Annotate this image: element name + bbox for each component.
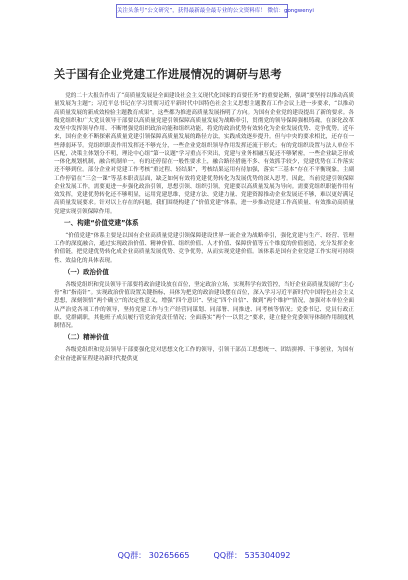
qq-group-1-label: QQ群： <box>117 550 147 560</box>
qq-group-2 <box>213 550 290 561</box>
qq-group-1 <box>118 550 190 561</box>
intro-paragraph: 党的二十大报告作出了“高质量发展是全面建设社会主义现代化国家的首要任务”的重要论断，强调“要坚持以推动高质量发展为主题”；习近平总书记在学习贯彻习近平新时代中国特色社会主义思想主题教育工作会议上进一步要求，“以推动高质量发展的新成效检验主题教育成果”，这些都为推进高质量发展指明了方向。为国有企业党的建设提出了新的要求。各级党组织和广大党员领导干部要以高质量党建引领保障高质量发展为战略牵引，贯彻党的领导保障强根铸魂，在深化改革攻坚中发挥领导作用、不断增强党组织政治功能和组织功能，将党的政治优势有效转化为企业发展优势、竞争优势。近年来，国有企业不断探索高质量党建引领保障高质量发展的路径方法，实践成效逐步提升。但与中央的要求相比，还存在一些薄弱环节。党组织职责作用发挥还不够充分，一些企业党组织领导作用发挥还流于形式；有的党组织设置与法人单位不匹配，决策主体划分不明，理论中心组“第一议题”学习重点不突出，党建与业务相融互促还不够紧密，一些企业缺乏形成一体化规划机制，融合机制单一。有的还停留在一般性要求上，融合路径措施不多、有效抓手较少，党建优势在工作落实还不够到位。部分企业对党建工作考核“重过程、轻结果”，考核结果运用有待加强，落实“三基本”存在不平衡现象，主副工作停留在“三会一课”等基本职责层面，缺乏如何有效将党建优势转化为发展优势的深入思考。因此，当前党建引领保障企业发展工作，需要更进一步强化政治引领，思想引领、组织引领，党建要以高质量发展为导向。需要党组织职能作用有效发挥，党建优势转化还不够明显，运用党建思维，党建方法、党建力量、党建资源推动企业发展还不够，难以更好满足高质量发展要求。针对以上存在的问题，我们围绕构建了“价值党建”体系，进一步推动党建工作高质量、有效推动高质量党建实现引领保障作用。 <box>54 93 354 215</box>
promo-banner <box>116 4 314 18</box>
subsection-political-paragraph: 各级党组织和党员领导干部要将政治建设放在首位，坚定政治立场，实现科学有效管控，当好企业高质量发展的“主心骨”和“指南针”。实现政治价值设置关键指标，具体为把党的政治建设摆在首位，深入学习习近平新时代中国特色社会主义思想，深刻领悟“两个确立”的决定性意义，增强“四个意识”、坚定“四个自信”、做到“两个维护”情况，加强对本单位全面从严治党各项工作的领导，坚持党建工作与生产经营同谋划、同部署、同推进、同考核等情况；党委书记、党员行政正职、党群副职，其他班子成员履行管党治党责任情况；全面落实“两个一以贯之”要求，建立健全党委领导体制作用制度机制情况。 <box>54 281 354 329</box>
qq-group-2-number: 535304092 <box>244 550 291 560</box>
page-title: 关于国有企业党建工作进展情况的调研与思考 <box>54 68 282 81</box>
qq-group-2-label: QQ群： <box>213 550 243 560</box>
promo-banner-text: 关注头条号“公文研究”，获得最新最全最专业的公文资料库！ 微信：gongwenyi <box>117 8 314 14</box>
section-heading-1: 一、构建“价值党建”体系 <box>64 218 139 227</box>
document-body <box>54 92 354 532</box>
footer-contact <box>54 548 354 562</box>
subsection-heading-spiritual-value: （二）精神价值 <box>64 333 109 342</box>
subsection-heading-political-value: （一）政治价值 <box>64 267 109 276</box>
section-1-paragraph: “价值党建”体系主要是以国有企业高质量党建引领保障建设世界一流企业为战略牵引，强化党建与生产、经营、管理工作的深度融合，通过实现政治价值、精神价值、组织价值、人才价值、保障价值等五个维度的价值创造，充分发挥企业价值链，把党建优势转化成企业高质量发展优势、竞争优势，从而实现党建价值。该体系是国有企业党建工作实现可持续性、效益化的具体表现。 <box>54 232 354 264</box>
subsection-spiritual-paragraph: 各级党组织和党员领导干部要强化党对思想文化工作的领导，引领干部员工思想统一、团结拼搏、干事创业，为国有企业奋进新征程建功新时代提供更 <box>54 347 354 362</box>
qq-group-1-number: 30265665 <box>148 550 190 560</box>
